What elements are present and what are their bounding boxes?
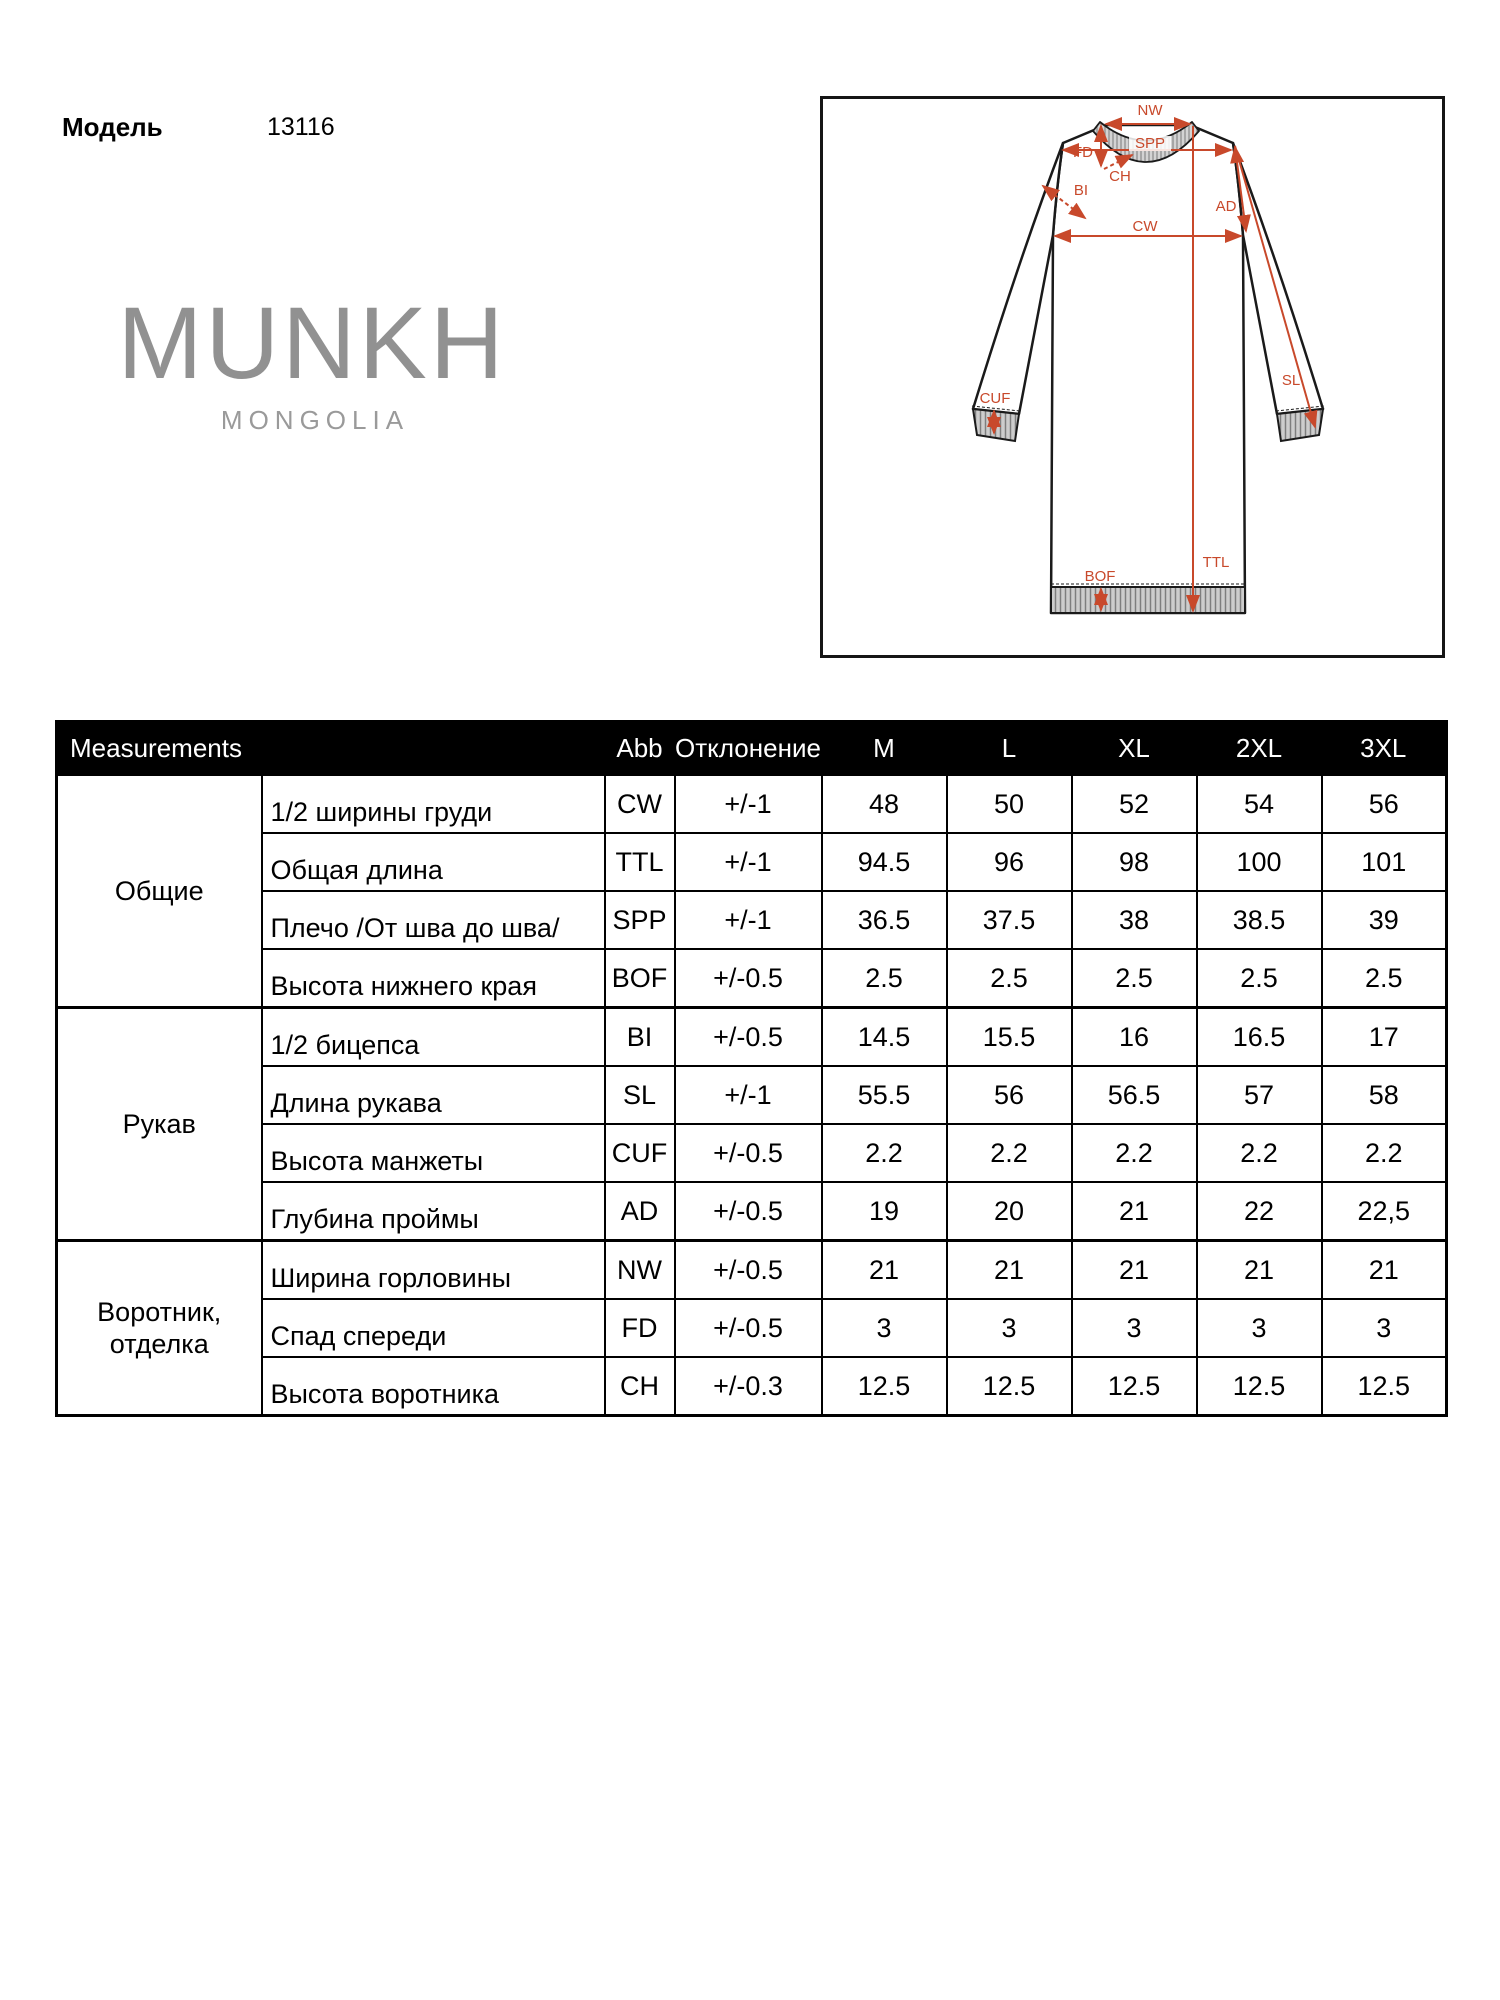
cw-label: CW bbox=[1132, 218, 1158, 235]
value-m: 55.5 bbox=[822, 1066, 947, 1124]
row-abb: TTL bbox=[605, 833, 675, 891]
value-3xl: 12.5 bbox=[1322, 1357, 1447, 1416]
row-abb: NW bbox=[605, 1241, 675, 1300]
value-m: 3 bbox=[822, 1299, 947, 1357]
row-tolerance: +/-0.5 bbox=[675, 1008, 822, 1067]
value-m: 2.5 bbox=[822, 949, 947, 1008]
row-tolerance: +/-0.5 bbox=[675, 1241, 822, 1300]
value-m: 12.5 bbox=[822, 1357, 947, 1416]
value-3xl: 56 bbox=[1322, 775, 1447, 834]
garment-diagram bbox=[820, 96, 1445, 658]
row-label: Глубина проймы bbox=[262, 1182, 605, 1241]
value-xl: 3 bbox=[1072, 1299, 1197, 1357]
value-l: 15.5 bbox=[947, 1008, 1072, 1067]
row-abb: SL bbox=[605, 1066, 675, 1124]
row-abb: CUF bbox=[605, 1124, 675, 1182]
value-xl: 2.5 bbox=[1072, 949, 1197, 1008]
value-m: 19 bbox=[822, 1182, 947, 1241]
row-abb: BOF bbox=[605, 949, 675, 1008]
brand-logo bbox=[112, 286, 512, 436]
garment-diagram-svg bbox=[823, 99, 1442, 655]
header-abb: Abb bbox=[605, 722, 675, 775]
value-2xl: 2.5 bbox=[1197, 949, 1322, 1008]
value-xl: 21 bbox=[1072, 1241, 1197, 1300]
header-size-m: M bbox=[822, 722, 947, 775]
model-label: Модель bbox=[62, 112, 163, 142]
model-header bbox=[62, 112, 335, 144]
value-xl: 16 bbox=[1072, 1008, 1197, 1067]
row-label: Высота воротника bbox=[262, 1357, 605, 1416]
value-2xl: 57 bbox=[1197, 1066, 1322, 1124]
row-tolerance: +/-0.5 bbox=[675, 949, 822, 1008]
brand-name: MUNKH bbox=[117, 286, 507, 400]
row-tolerance: +/-1 bbox=[675, 891, 822, 949]
value-3xl: 39 bbox=[1322, 891, 1447, 949]
brand-country: MONGOLIA bbox=[220, 405, 410, 435]
left-cuff-band bbox=[973, 409, 1019, 441]
header-measurements: Measurements bbox=[57, 722, 605, 775]
value-l: 56 bbox=[947, 1066, 1072, 1124]
value-l: 21 bbox=[947, 1241, 1072, 1300]
row-label: 1/2 бицепса bbox=[262, 1008, 605, 1067]
value-3xl: 58 bbox=[1322, 1066, 1447, 1124]
row-tolerance: +/-0.5 bbox=[675, 1124, 822, 1182]
table-row bbox=[57, 1124, 1447, 1182]
ch-label: CH bbox=[1109, 168, 1131, 185]
table-row bbox=[57, 1241, 1447, 1300]
value-xl: 52 bbox=[1072, 775, 1197, 834]
header-size-l: L bbox=[947, 722, 1072, 775]
value-3xl: 2.2 bbox=[1322, 1124, 1447, 1182]
value-2xl: 100 bbox=[1197, 833, 1322, 891]
right-cuff-band bbox=[1277, 409, 1323, 441]
row-abb: SPP bbox=[605, 891, 675, 949]
ttl-label: TTL bbox=[1202, 554, 1230, 571]
value-m: 14.5 bbox=[822, 1008, 947, 1067]
sl-label: SL bbox=[1281, 372, 1301, 389]
row-label: 1/2 ширины груди bbox=[262, 775, 605, 834]
row-label: Спад спереди bbox=[262, 1299, 605, 1357]
value-xl: 38 bbox=[1072, 891, 1197, 949]
table-row bbox=[57, 833, 1447, 891]
row-tolerance: +/-0.5 bbox=[675, 1299, 822, 1357]
value-2xl: 21 bbox=[1197, 1241, 1322, 1300]
value-l: 2.5 bbox=[947, 949, 1072, 1008]
row-label: Плечо /От шва до шва/ bbox=[262, 891, 605, 949]
group-cell: Рукав bbox=[57, 1008, 262, 1241]
value-3xl: 17 bbox=[1322, 1008, 1447, 1067]
value-l: 3 bbox=[947, 1299, 1072, 1357]
value-2xl: 3 bbox=[1197, 1299, 1322, 1357]
value-l: 50 bbox=[947, 775, 1072, 834]
cuf-label: CUF bbox=[979, 390, 1011, 407]
model-number: 13116 bbox=[267, 113, 335, 141]
value-m: 2.2 bbox=[822, 1124, 947, 1182]
table-row bbox=[57, 949, 1447, 1008]
hem-band bbox=[1051, 587, 1245, 613]
group-cell: Воротник, отделка bbox=[57, 1241, 262, 1416]
spp-label: SPP bbox=[1134, 135, 1166, 152]
header-size-2xl: 2XL bbox=[1197, 722, 1322, 775]
header-size-3xl: 3XL bbox=[1322, 722, 1447, 775]
value-l: 2.2 bbox=[947, 1124, 1072, 1182]
value-3xl: 22,5 bbox=[1322, 1182, 1447, 1241]
header-tolerance: Отклонение bbox=[675, 722, 822, 775]
row-label: Высота нижнего края bbox=[262, 949, 605, 1008]
value-xl: 98 bbox=[1072, 833, 1197, 891]
value-2xl: 54 bbox=[1197, 775, 1322, 834]
value-xl: 56.5 bbox=[1072, 1066, 1197, 1124]
value-m: 21 bbox=[822, 1241, 947, 1300]
value-l: 12.5 bbox=[947, 1357, 1072, 1416]
row-tolerance: +/-1 bbox=[675, 833, 822, 891]
row-label: Высота манжеты bbox=[262, 1124, 605, 1182]
value-xl: 12.5 bbox=[1072, 1357, 1197, 1416]
value-2xl: 22 bbox=[1197, 1182, 1322, 1241]
header-size-xl: XL bbox=[1072, 722, 1197, 775]
bof-label: BOF bbox=[1084, 568, 1116, 585]
value-3xl: 101 bbox=[1322, 833, 1447, 891]
value-3xl: 21 bbox=[1322, 1241, 1447, 1300]
group-cell: Общие bbox=[57, 775, 262, 1008]
table-row bbox=[57, 775, 1447, 834]
row-abb: CH bbox=[605, 1357, 675, 1416]
nw-label: NW bbox=[1137, 102, 1163, 119]
value-m: 48 bbox=[822, 775, 947, 834]
row-abb: FD bbox=[605, 1299, 675, 1357]
left-sleeve bbox=[973, 143, 1063, 414]
table-row bbox=[57, 1357, 1447, 1416]
row-tolerance: +/-0.5 bbox=[675, 1182, 822, 1241]
bi-label: BI bbox=[1073, 182, 1089, 199]
value-2xl: 16.5 bbox=[1197, 1008, 1322, 1067]
row-abb: BI bbox=[605, 1008, 675, 1067]
measurements-table bbox=[55, 720, 1448, 1417]
row-tolerance: +/-0.3 bbox=[675, 1357, 822, 1416]
value-2xl: 38.5 bbox=[1197, 891, 1322, 949]
table-row bbox=[57, 1182, 1447, 1241]
row-tolerance: +/-1 bbox=[675, 1066, 822, 1124]
value-3xl: 2.5 bbox=[1322, 949, 1447, 1008]
row-label: Общая длина bbox=[262, 833, 605, 891]
table-row bbox=[57, 1008, 1447, 1067]
value-2xl: 12.5 bbox=[1197, 1357, 1322, 1416]
value-l: 37.5 bbox=[947, 891, 1072, 949]
row-abb: CW bbox=[605, 775, 675, 834]
ad-label: AD bbox=[1215, 198, 1237, 215]
value-m: 94.5 bbox=[822, 833, 947, 891]
row-tolerance: +/-1 bbox=[675, 775, 822, 834]
value-xl: 21 bbox=[1072, 1182, 1197, 1241]
value-m: 36.5 bbox=[822, 891, 947, 949]
table-header-row bbox=[57, 722, 1447, 775]
value-xl: 2.2 bbox=[1072, 1124, 1197, 1182]
value-2xl: 2.2 bbox=[1197, 1124, 1322, 1182]
row-label: Длина рукава bbox=[262, 1066, 605, 1124]
fd-label: FD bbox=[1073, 144, 1093, 161]
table-row bbox=[57, 1299, 1447, 1357]
table-row bbox=[57, 1066, 1447, 1124]
value-l: 96 bbox=[947, 833, 1072, 891]
value-l: 20 bbox=[947, 1182, 1072, 1241]
row-abb: AD bbox=[605, 1182, 675, 1241]
table-row bbox=[57, 891, 1447, 949]
row-label: Ширина горловины bbox=[262, 1241, 605, 1300]
value-3xl: 3 bbox=[1322, 1299, 1447, 1357]
